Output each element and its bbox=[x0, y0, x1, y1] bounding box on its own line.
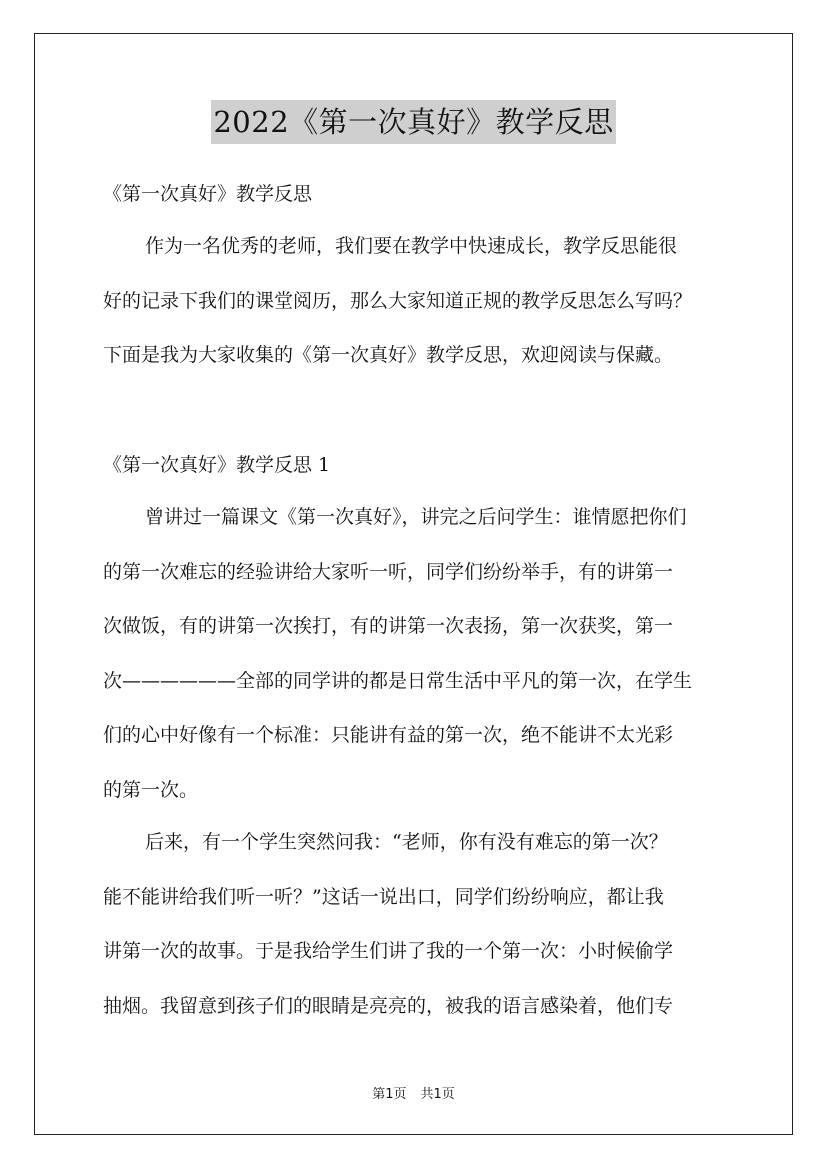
paragraph-line: 们的心中好像有一个标准：只能讲有益的第一次，绝不能讲不太光彩 bbox=[103, 724, 674, 746]
section1-heading: 《第一次真好》教学反思 1 bbox=[103, 454, 331, 476]
title-area bbox=[0, 100, 827, 144]
paragraph-line: 讲第一次的故事。于是我给学生们讲了我的一个第一次：小时候偷学 bbox=[103, 940, 674, 962]
paragraph-line: 后来，有一个学生突然问我：“老师，你有没有难忘的第一次？ bbox=[145, 831, 668, 853]
paragraph-line: 好的记录下我们的课堂阅历，那么大家知道正规的教学反思怎么写吗？ bbox=[103, 289, 693, 312]
paragraph-line: 下面是我为大家收集的《第一次真好》教学反思，欢迎阅读与保藏。 bbox=[103, 344, 674, 366]
paragraph-line: 次做饭，有的讲第一次挨打，有的讲第一次表扬，第一次获奖，第一 bbox=[103, 615, 674, 637]
paragraph-line: 曾讲过一篇课文《第一次真好》，讲完之后问学生：谁情愿把你们 bbox=[145, 506, 687, 528]
section1-paragraph-2 bbox=[103, 815, 727, 1033]
section1-paragraph-1 bbox=[103, 490, 727, 817]
paragraph-line: 抽烟。我留意到孩子们的眼睛是亮亮的，被我的语言感染着，他们专 bbox=[103, 994, 674, 1017]
page-footer bbox=[0, 1083, 827, 1102]
paragraph-line: 能不能讲给我们听一听？”这话一说出口，同学们纷纷响应，都让我 bbox=[103, 885, 664, 908]
intro-paragraph bbox=[103, 219, 727, 383]
page-total: 共1页 bbox=[420, 1087, 455, 1102]
paragraph-line: 的第一次难忘的经验讲给大家听一听，同学们纷纷举手，有的讲第一 bbox=[103, 560, 674, 583]
paragraph-line: 次——————全部的同学讲的都是日常生活中平凡的第一次，在学生 bbox=[103, 669, 693, 692]
paragraph-line: 作为一名优秀的老师，我们要在教学中快速成长，教学反思能很 bbox=[145, 235, 678, 257]
paragraph-line: 的第一次。 bbox=[103, 778, 199, 801]
intro-heading: 《第一次真好》教学反思 bbox=[103, 183, 313, 205]
document-title: 2022《第一次真好》教学反思 bbox=[211, 100, 615, 144]
page-number: 第1页 bbox=[372, 1087, 407, 1102]
